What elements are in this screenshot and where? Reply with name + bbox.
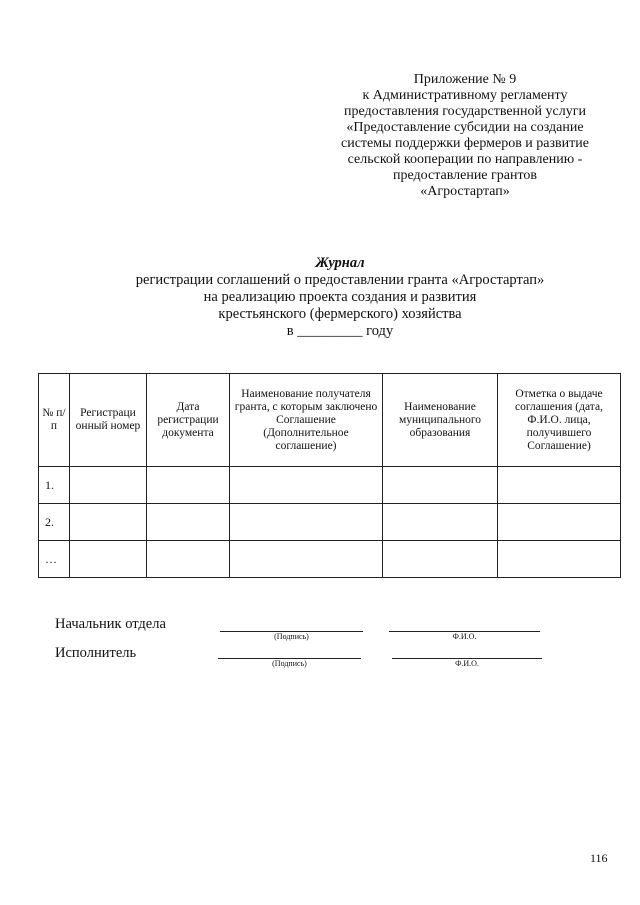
table-cell xyxy=(147,504,230,541)
table-row xyxy=(39,504,621,541)
table-header-row xyxy=(39,374,621,467)
table-cell xyxy=(70,467,147,504)
journal-subtitle-line: регистрации соглашений о предоставлении гранта «Агростартап» xyxy=(135,272,545,288)
table-cell xyxy=(147,467,230,504)
column-header-reg-number: Регистраци онный номер xyxy=(70,374,147,467)
head-signature-caption: (Подпись) xyxy=(274,632,309,641)
column-header-recipient: Наименование получателя гранта, с которым заключено Соглашение (Дополнительное соглашение) xyxy=(230,374,383,467)
journal-title: Журнал xyxy=(315,255,365,271)
appendix-line: Приложение № 9 xyxy=(413,72,517,87)
table-cell xyxy=(70,541,147,578)
table-cell xyxy=(498,541,621,578)
appendix-line: сельской кооперации по направлению - xyxy=(347,152,583,167)
table-row xyxy=(39,467,621,504)
appendix-line: к Административному регламенту xyxy=(362,88,568,103)
column-header-municipality: Наименование муниципального образования xyxy=(383,374,498,467)
appendix-line: «Агростартап» xyxy=(420,184,510,199)
table-cell xyxy=(383,504,498,541)
journal-heading xyxy=(40,255,640,340)
table-cell xyxy=(230,541,383,578)
executor-signature-caption: (Подпись) xyxy=(272,659,307,668)
executor-label: Исполнитель xyxy=(55,645,137,661)
appendix-line: предоставление грантов xyxy=(392,168,538,183)
head-of-department-label: Начальник отдела xyxy=(55,616,166,632)
executor-name-caption: Ф.И.О. xyxy=(455,659,479,668)
table-cell xyxy=(230,504,383,541)
table-cell-number: 2. xyxy=(39,504,70,541)
appendix-line: предоставления государственной услуги xyxy=(344,104,586,119)
appendix-line: системы поддержки фермеров и развитие xyxy=(341,136,589,151)
table-cell-number: 1. xyxy=(39,467,70,504)
table-row xyxy=(39,541,621,578)
journal-year-line: в _________ году xyxy=(286,323,394,339)
journal-subtitle-line: крестьянского (фермерского) хозяйства xyxy=(218,306,462,322)
registration-table xyxy=(38,373,621,578)
appendix-line: «Предоставление субсидии на создание xyxy=(346,120,584,135)
column-header-issue-mark: Отметка о выдаче соглашения (дата, Ф.И.О. лица, получившего Соглашение) xyxy=(498,374,621,467)
table-cell xyxy=(498,504,621,541)
table-cell xyxy=(383,467,498,504)
column-header-reg-date: Дата регистрации документа xyxy=(147,374,230,467)
page-number: 116 xyxy=(590,851,608,865)
head-name-caption: Ф.И.О. xyxy=(452,632,477,641)
table-cell xyxy=(383,541,498,578)
column-header-number: № п/п xyxy=(39,374,70,467)
journal-subtitle-line: на реализацию проекта создания и развития xyxy=(203,289,477,305)
table-cell xyxy=(230,467,383,504)
table-cell-number: … xyxy=(39,541,70,578)
appendix-header xyxy=(312,72,618,200)
table-cell xyxy=(70,504,147,541)
table-cell xyxy=(147,541,230,578)
table-cell xyxy=(498,467,621,504)
